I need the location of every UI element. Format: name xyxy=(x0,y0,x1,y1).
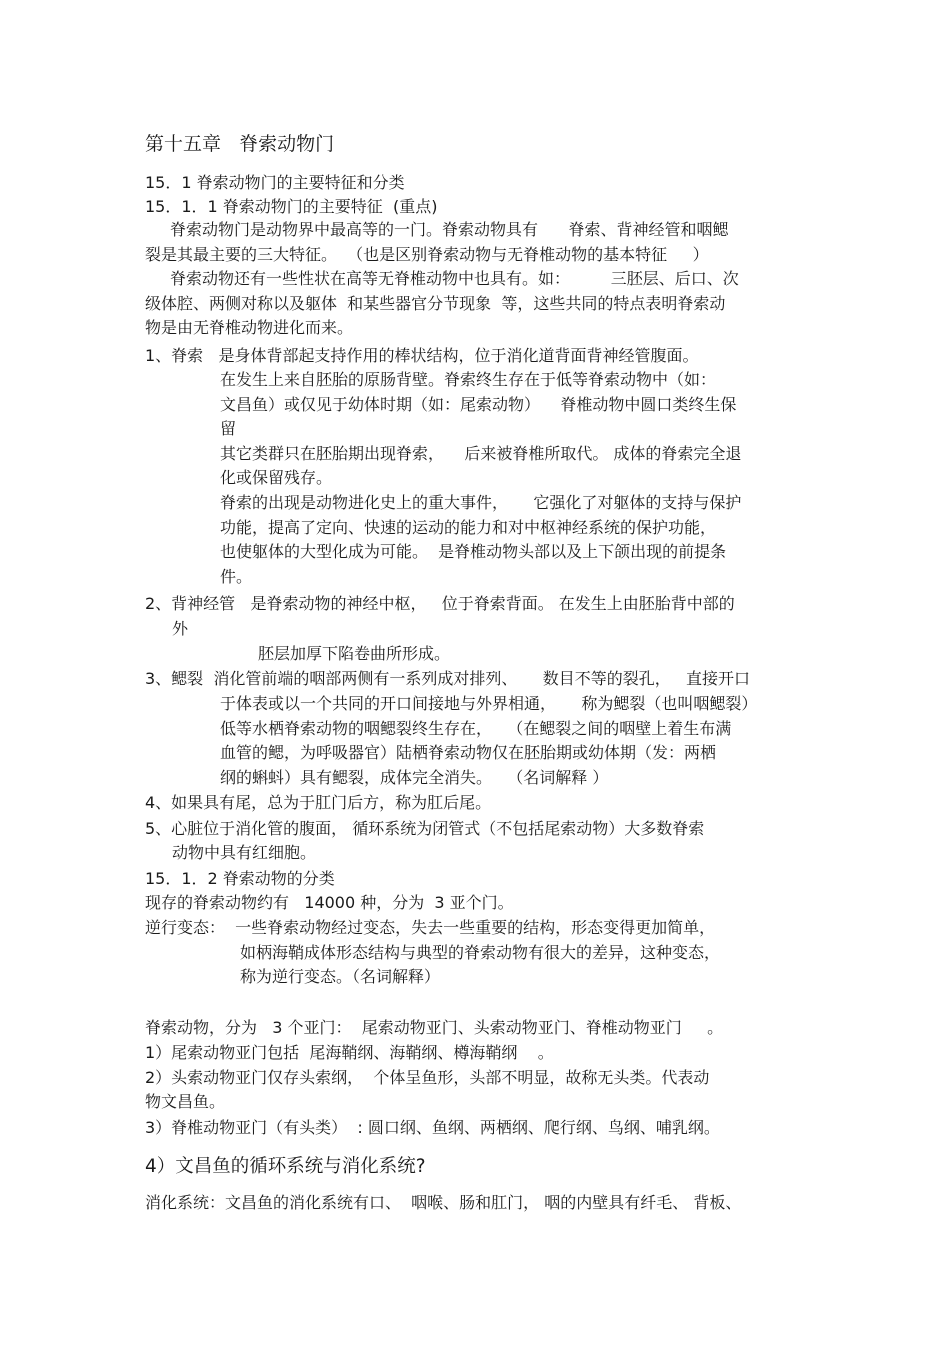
text-line: 3、鳃裂 消化管前端的咽部两侧有一系列成对排列、 数目不等的裂孔， 直接开口 xyxy=(145,669,751,688)
text-line: 动物中具有红细胞。 xyxy=(172,843,317,862)
text-line: 低等水栖脊索动物的咽鳃裂终生存在， （在鳃裂之间的咽壁上着生布满 xyxy=(220,719,732,738)
text-line: 留 xyxy=(220,419,237,438)
text-line: 件。 xyxy=(220,567,253,586)
digestive-system-text: 消化系统：文昌鱼的消化系统有口、 咽喉、肠和肛门， 咽的内壁具有纤毛、 背板、 xyxy=(145,1193,742,1212)
text-line: 在发生上来自胚胎的原肠背壁。脊索终生存在于低等脊索动物中（如： xyxy=(220,370,717,389)
text-line: 如柄海鞘成体形态结构与典型的脊索动物有很大的差异，这种变态， xyxy=(240,943,721,962)
text-line: 文昌鱼）或仅见于幼体时期（如：尾索动物） 脊椎动物中圆口类终生保 xyxy=(220,395,737,414)
text-line: 逆行变态： 一些脊索动物经过变态，失去一些重要的结构，形态变得更加简单， xyxy=(145,918,716,937)
text-line: 1、脊索 是身体背部起支持作用的棒状结构，位于消化道背面背神经管腹面。 xyxy=(145,346,699,365)
text-line: 功能，提高了定向、快速的运动的能力和对中枢神经系统的保护功能， xyxy=(220,518,717,537)
chapter-title: 第十五章 脊索动物门 xyxy=(145,133,335,155)
subsection-heading: 15．1．2 脊索动物的分类 xyxy=(145,869,335,888)
text-line: 胚层加厚下陷卷曲所形成。 xyxy=(258,644,451,663)
section-heading: 15．1 脊索动物门的主要特征和分类 xyxy=(145,173,405,192)
text-line: 血管的鳃，为呼吸器官）陆栖脊索动物仅在胚胎期或幼体期（发：两栖 xyxy=(220,743,717,762)
text-line: 物是由无脊椎动物进化而来。 xyxy=(145,318,354,337)
text-line: 3）脊椎动物亚门（有头类） : 圆口纲、鱼纲、两栖纲、爬行纲、鸟纲、哺乳纲。 xyxy=(145,1118,720,1137)
text-line: 称为逆行变态。（名词解释） xyxy=(240,967,441,986)
text-line: 1）尾索动物亚门包括 尾海鞘纲、海鞘纲、樽海鞘纲 。 xyxy=(145,1043,554,1062)
text-line: 外 xyxy=(172,619,189,638)
text-line: 脊索动物门是动物界中最高等的一门。脊索动物具有 脊索、背神经管和咽鳃 xyxy=(170,220,729,239)
text-line: 裂是其最主要的三大特征。 （也是区别脊索动物与无脊椎动物的基本特征 ） xyxy=(145,245,709,264)
list-item-tail: 4、如果具有尾，总为于肛门后方，称为肛后尾。 xyxy=(145,793,492,812)
question-heading: 4）文昌鱼的循环系统与消化系统? xyxy=(145,1156,426,1177)
text-line: 脊索动物还有一些性状在高等无脊椎动物中也具有。如： 三胚层、后口、次 xyxy=(170,269,739,288)
text-line: 其它类群只在胚胎期出现脊索， 后来被脊椎所取代。 成体的脊索完全退 xyxy=(220,444,742,463)
text-line: 纲的蝌蚪）具有鳃裂，成体完全消失。 （名词解释 ） xyxy=(220,768,609,787)
text-line: 脊索动物，分为 3 个亚门： 尾索动物亚门、头索动物亚门、脊椎动物亚门 。 xyxy=(145,1018,724,1037)
text-line: 物文昌鱼。 xyxy=(145,1092,226,1111)
text-line: 化或保留残存。 xyxy=(220,468,333,487)
text-line: 2）头索动物亚门仅存头索纲， 个体呈鱼形，头部不明显，故称无头类。代表动 xyxy=(145,1068,710,1087)
subsection-heading: 15．1．1 脊索动物门的主要特征 (重点) xyxy=(145,197,438,216)
text-line: 5、心脏位于消化管的腹面， 循环系统为闭管式（不包括尾索动物）大多数脊索 xyxy=(145,819,705,838)
text-line: 级体腔、两侧对称以及躯体 和某些器官分节现象 等，这些共同的特点表明脊索动 xyxy=(145,294,726,313)
text-line: 脊索的出现是动物进化史上的重大事件， 它强化了对躯体的支持与保护 xyxy=(220,493,742,512)
species-count: 现存的脊索动物约有 14000 种，分为 3 亚个门。 xyxy=(145,893,514,912)
text-line: 于体表或以一个共同的开口间接地与外界相通， 称为鳃裂（也叫咽鳃裂） xyxy=(220,694,758,713)
text-line: 也使躯体的大型化成为可能。 是脊椎动物头部以及上下颌出现的前提条 xyxy=(220,542,727,561)
text-line: 2、背神经管 是脊索动物的神经中枢， 位于脊索背面。 在发生上由胚胎背中部的 xyxy=(145,594,735,613)
